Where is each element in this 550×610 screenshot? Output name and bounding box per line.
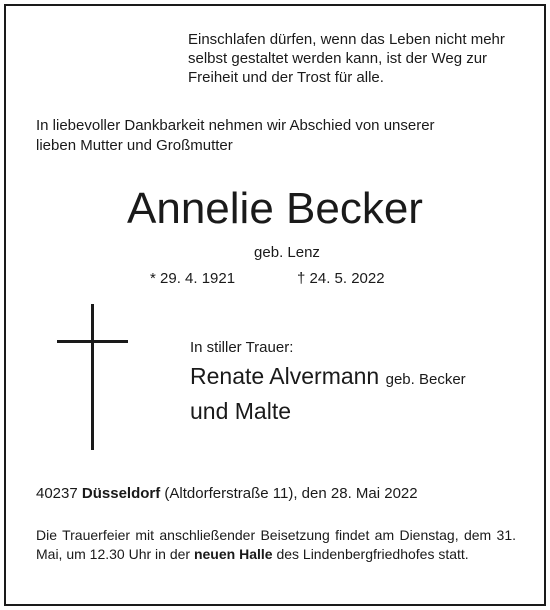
place-date-line	[36, 485, 418, 502]
death-date: † 24. 5. 2022	[297, 270, 385, 287]
intro-line: lieben Mutter und Großmutter	[36, 137, 233, 154]
mourner-primary	[190, 362, 466, 394]
quote-line: selbst gestaltet werden kann, ist der Weg zur	[188, 50, 488, 67]
mourner-primary-nee: geb. Becker	[385, 371, 466, 388]
place-city: Düsseldorf	[81, 485, 161, 502]
mourner-secondary: und Malte	[190, 398, 292, 424]
notice-frame	[4, 4, 546, 606]
cross-icon	[91, 304, 94, 450]
place-rest: (Altdorferstraße 11), den 28. Mai 2022	[164, 485, 418, 502]
service-text-1: Die Trauerfeier mit anschließender Beisetzung findet am Dienstag, dem 31. Mai, um 12.30 Uhr in der	[36, 527, 516, 562]
birth-date: * 29. 4. 1921	[150, 270, 236, 287]
intro-line: In liebevoller Dankbarkeit nehmen wir Abschied von unserer	[36, 117, 435, 134]
service-hall: neuen Halle	[193, 546, 273, 562]
service-info	[36, 526, 516, 564]
place-zip: 40237	[36, 485, 78, 502]
intro-text	[36, 116, 516, 156]
service-text-2: des Lindenbergfriedhofes statt.	[276, 546, 469, 562]
deceased-name: Annelie Becker	[127, 184, 423, 233]
deceased-maiden-name: geb. Lenz	[254, 244, 320, 261]
quote-line: Freiheit und der Trost für alle.	[188, 69, 384, 86]
cross-icon-bar	[57, 340, 128, 343]
quote-line: Einschlafen dürfen, wenn das Leben nicht mehr	[188, 31, 505, 48]
quote-block	[188, 30, 505, 87]
mourner-primary-name: Renate Alvermann	[190, 363, 380, 389]
mourners-label: In stiller Trauer:	[190, 339, 294, 356]
